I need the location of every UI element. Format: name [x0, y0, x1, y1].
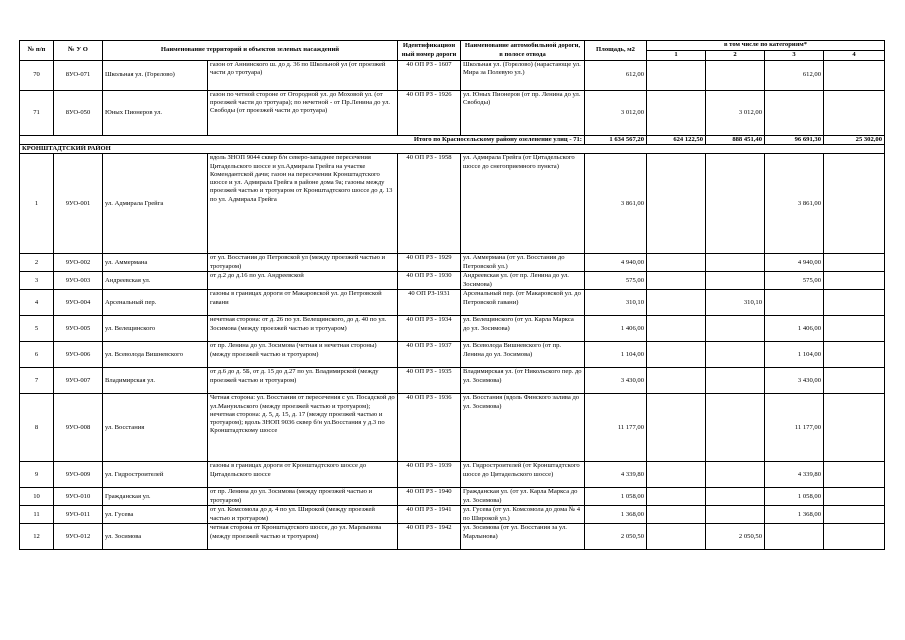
- row-description: от д.2 до д.16 по ул. Андреевской: [208, 272, 398, 290]
- row-road-id: 40 ОП РЗ - 1937: [398, 342, 461, 368]
- row-uo-code: 9УО-004: [54, 290, 103, 316]
- header-cat-4: 4: [824, 51, 885, 61]
- row-road-id: 40 ОП РЗ - 1935: [398, 368, 461, 394]
- row-number: 4: [20, 290, 54, 316]
- row-number: 6: [20, 342, 54, 368]
- row-number: 7: [20, 368, 54, 394]
- row-road-id: 40 ОП РЗ - 1941: [398, 506, 461, 524]
- row-cat-4: [824, 254, 885, 272]
- row-road-id: 40 ОП РЗ - 1926: [398, 91, 461, 136]
- table-row: [20, 488, 885, 506]
- row-number: 1: [20, 154, 54, 254]
- summary-cat-3: 96 691,30: [765, 136, 824, 145]
- row-cat-3: 11 177,00: [765, 394, 824, 462]
- table-row: [20, 272, 885, 290]
- row-description: газоны в границах дороги от Макаровской ул. до Петровской гавани: [208, 290, 398, 316]
- header-area: Площадь, м2: [585, 41, 647, 61]
- rows-main: [20, 154, 885, 550]
- row-cat-4: [824, 488, 885, 506]
- row-cat-1: [647, 524, 706, 550]
- header-name: Наименование территорий и объектов зеленых насаждений: [103, 41, 398, 61]
- row-uo-code: 9УО-003: [54, 272, 103, 290]
- row-uo-code: 8УО-050: [54, 91, 103, 136]
- row-cat-4: [824, 154, 885, 254]
- row-cat-4: [824, 524, 885, 550]
- row-cat-3: 1 368,00: [765, 506, 824, 524]
- row-road-name: ул. Гидростроителей (от Кронштадтского шоссе до Цитадельского шоссе): [461, 462, 585, 488]
- row-road-name: ул. Велещинского (от ул. Карла Маркса до ул. Зосимова): [461, 316, 585, 342]
- row-road-name: ул. Юных Пионеров (от пр. Ленина до ул. Свободы): [461, 91, 585, 136]
- row-area: 310,10: [585, 290, 647, 316]
- summary-cat-2: 888 451,40: [706, 136, 765, 145]
- row-description: нечетная сторона: от д. 26 по ул. Велещинского, до д. 40 по ул. Зосимова (между проезжей частью и тротуаром): [208, 316, 398, 342]
- row-cat-4: [824, 368, 885, 394]
- row-cat-2: 310,10: [706, 290, 765, 316]
- rows-top: [20, 61, 885, 136]
- row-road-name: ул. Аммермана (от ул. Восстания до Петровской ул.): [461, 254, 585, 272]
- table-row: [20, 368, 885, 394]
- row-description: от пр. Ленина до ул. Зосимова (между проезжей частью и тротуаром): [208, 488, 398, 506]
- row-object-name: Арсенальный пер.: [103, 290, 208, 316]
- row-number: 5: [20, 316, 54, 342]
- table-row: [20, 154, 885, 254]
- row-cat-2: [706, 506, 765, 524]
- row-description: от ул. Комсомола до д. 4 по ул. Широкой (между проезжей частью и тротуаром): [208, 506, 398, 524]
- row-uo-code: 9УО-007: [54, 368, 103, 394]
- row-cat-3: 4 940,00: [765, 254, 824, 272]
- table-row: [20, 254, 885, 272]
- row-road-id: 40 ОП РЗ - 1929: [398, 254, 461, 272]
- table-row: [20, 290, 885, 316]
- row-road-name: ул. Гусева (от ул. Комсомола до дома № 4 по Широкой ул.): [461, 506, 585, 524]
- header-ident: Идентификацион ный номер дороги: [398, 41, 461, 61]
- row-object-name: Школьная ул. (Горелово): [103, 61, 208, 91]
- row-road-name: ул. Восстания (вдоль Финского залива до ул. Зосимова): [461, 394, 585, 462]
- row-area: 1 104,00: [585, 342, 647, 368]
- row-cat-3: 612,00: [765, 61, 824, 91]
- row-number: 71: [20, 91, 54, 136]
- row-road-name: ул. Зосимова (от ул. Восстания за ул. Марлынова): [461, 524, 585, 550]
- row-cat-1: [647, 488, 706, 506]
- header-categories: в том числе по категориям*: [647, 41, 885, 51]
- row-cat-2: [706, 272, 765, 290]
- row-road-id: 40 ОП РЗ - 1939: [398, 462, 461, 488]
- row-cat-1: [647, 272, 706, 290]
- table-row: [20, 506, 885, 524]
- row-number: 9: [20, 462, 54, 488]
- table-header: [20, 41, 885, 61]
- row-uo-code: 9УО-010: [54, 488, 103, 506]
- summary-row: [20, 136, 885, 145]
- row-uo-code: 9УО-005: [54, 316, 103, 342]
- row-cat-3: [765, 290, 824, 316]
- row-area: 1 368,00: [585, 506, 647, 524]
- row-cat-2: [706, 154, 765, 254]
- row-uo-code: 9УО-001: [54, 154, 103, 254]
- row-cat-4: [824, 394, 885, 462]
- row-area: 4 339,80: [585, 462, 647, 488]
- row-cat-1: [647, 154, 706, 254]
- row-object-name: ул. Гидростроителей: [103, 462, 208, 488]
- row-number: 8: [20, 394, 54, 462]
- header-road: Наименование автомобильной дороги, в полосе отвода: [461, 41, 585, 61]
- row-cat-3: 3 861,00: [765, 154, 824, 254]
- row-object-name: ул. Гусева: [103, 506, 208, 524]
- row-road-id: 40 ОП РЗ - 1940: [398, 488, 461, 506]
- row-road-name: Гражданская ул. (от ул. Карла Маркса до ул. Зосимова): [461, 488, 585, 506]
- row-object-name: ул. Восстания: [103, 394, 208, 462]
- summary-cat-4: 25 302,00: [824, 136, 885, 145]
- row-description: от ул. Восстания до Петровской ул (между проезжей частью и тротуаром): [208, 254, 398, 272]
- row-cat-2: [706, 316, 765, 342]
- header-cat-2: 2: [706, 51, 765, 61]
- row-road-id: 40 ОП РЗ - 1942: [398, 524, 461, 550]
- row-area: 3 861,00: [585, 154, 647, 254]
- row-road-id: 40 ОП РЗ - 1958: [398, 154, 461, 254]
- row-description: газоны в границах дороги от Кронштадтского шоссе до Цитадельского шоссе: [208, 462, 398, 488]
- row-cat-4: [824, 272, 885, 290]
- row-cat-2: [706, 342, 765, 368]
- row-cat-1: [647, 342, 706, 368]
- row-area: 612,00: [585, 61, 647, 91]
- row-cat-2: [706, 368, 765, 394]
- row-number: 70: [20, 61, 54, 91]
- row-uo-code: 9УО-008: [54, 394, 103, 462]
- row-road-id: 40 ОП РЗ - 1936: [398, 394, 461, 462]
- row-cat-4: [824, 290, 885, 316]
- summary-cat-1: 624 122,50: [647, 136, 706, 145]
- row-area: 3 430,00: [585, 368, 647, 394]
- row-road-name: Владимирская ул. (от Никольского пер. до ул. Зосимова): [461, 368, 585, 394]
- row-cat-2: [706, 488, 765, 506]
- row-area: 1 058,00: [585, 488, 647, 506]
- row-cat-1: [647, 368, 706, 394]
- row-area: 4 940,00: [585, 254, 647, 272]
- row-object-name: Андреевская ул.: [103, 272, 208, 290]
- row-cat-3: 575,00: [765, 272, 824, 290]
- row-uo-code: 9УО-011: [54, 506, 103, 524]
- row-area: 11 177,00: [585, 394, 647, 462]
- row-cat-1: [647, 506, 706, 524]
- row-object-name: ул. Велещинского: [103, 316, 208, 342]
- district-row: [20, 145, 885, 154]
- header-uo: № У О: [54, 41, 103, 61]
- row-cat-1: [647, 316, 706, 342]
- row-road-id: 40 ОП РЗ - 1930: [398, 272, 461, 290]
- table-row: [20, 61, 885, 91]
- row-cat-4: [824, 91, 885, 136]
- row-area: 3 012,00: [585, 91, 647, 136]
- row-description: от д.6 до д. 5Б, от д. 15 до д.27 по ул. Владимирской (между проезжей частью и тротуаром): [208, 368, 398, 394]
- green-areas-table: [19, 40, 885, 550]
- row-cat-4: [824, 61, 885, 91]
- row-description: газон по четной стороне от Огородной ул. до Моховой ул. (от проезжей части до тротуара); по нечетной - от Пр.Ленина до ул. Свободы (от проезжей части до тротуара): [208, 91, 398, 136]
- row-cat-4: [824, 506, 885, 524]
- row-cat-2: 2 050,50: [706, 524, 765, 550]
- row-cat-1: [647, 254, 706, 272]
- row-area: 1 406,00: [585, 316, 647, 342]
- row-number: 10: [20, 488, 54, 506]
- row-uo-code: 9УО-012: [54, 524, 103, 550]
- row-object-name: Гражданская ул.: [103, 488, 208, 506]
- row-cat-3: [765, 524, 824, 550]
- table-row: [20, 394, 885, 462]
- row-cat-3: 1 406,00: [765, 316, 824, 342]
- row-cat-1: [647, 91, 706, 136]
- row-cat-4: [824, 462, 885, 488]
- row-cat-3: 4 339,80: [765, 462, 824, 488]
- row-cat-3: [765, 91, 824, 136]
- summary-area: 1 634 567,20: [585, 136, 647, 145]
- district-heading: КРОНШТАДТСКИЙ РАЙОН: [20, 145, 885, 154]
- row-description: от пр. Ленина до ул. Зосимова (четная и нечетная стороны) (между проезжей частью и тротуаром): [208, 342, 398, 368]
- row-road-id: 40 ОП РЗ-1931: [398, 290, 461, 316]
- row-description: четная сторона от Кронштадтского шоссе, до ул. Марлынова (между проезжей частью и тротуаром): [208, 524, 398, 550]
- row-object-name: ул. Адмирала Грейга: [103, 154, 208, 254]
- row-uo-code: 9УО-009: [54, 462, 103, 488]
- row-number: 11: [20, 506, 54, 524]
- row-cat-2: [706, 462, 765, 488]
- table-row: [20, 91, 885, 136]
- row-object-name: Юных Пионеров ул.: [103, 91, 208, 136]
- row-description: газон от Аннинского ш. до д. 36 по Школьной ул (от проезжей части до тротуара): [208, 61, 398, 91]
- row-area: 575,00: [585, 272, 647, 290]
- row-cat-3: 1 058,00: [765, 488, 824, 506]
- row-cat-3: 3 430,00: [765, 368, 824, 394]
- row-road-id: 40 ОП РЗ - 1607: [398, 61, 461, 91]
- row-cat-1: [647, 290, 706, 316]
- row-road-name: ул. Всеволода Вишневского (от пр. Ленина до ул. Зосимова): [461, 342, 585, 368]
- row-uo-code: 8УО-071: [54, 61, 103, 91]
- row-cat-2: [706, 254, 765, 272]
- row-object-name: ул. Аммермана: [103, 254, 208, 272]
- row-cat-1: [647, 462, 706, 488]
- row-cat-2: 3 012,00: [706, 91, 765, 136]
- row-description: Четная сторона: ул. Восстания от пересечения с ул. Посадской до ул.Мануильского (между проезжей частью и тротуаром); нечетная сторона: д. 5, д. 15, д. 17 (между проезжей частью и тротуаром); вдоль ЗНОП 9036 сквер б/н ул.Восстания у д.3 по Кронштадтскому шоссе: [208, 394, 398, 462]
- table-row: [20, 524, 885, 550]
- row-area: 2 050,50: [585, 524, 647, 550]
- row-cat-1: [647, 61, 706, 91]
- row-object-name: ул. Зосимова: [103, 524, 208, 550]
- row-road-id: 40 ОП РЗ - 1934: [398, 316, 461, 342]
- row-road-name: ул. Адмирала Грейга (от Цитадельского шоссе до снегоприемного пункта): [461, 154, 585, 254]
- row-uo-code: 9УО-006: [54, 342, 103, 368]
- summary-label: Итого по Красносельскому району озеленение улиц - 71:: [20, 136, 585, 145]
- row-road-name: Андреевская ул. (от пр. Ленина до ул. Зосимова): [461, 272, 585, 290]
- table-row: [20, 316, 885, 342]
- row-description: вдоль ЗНОП 9044 сквер б/н северо-западнее пересечения Цитадельского шоссе и ул.Адмирала Грейга на участке Комендантской дачи; газон на пересечении Кронштадтского шоссе и ул. Адмирала Грейга в районе дома 9а; газоны между проезжей частью и тротуаром от Кронштадтского шоссе до д. 13 по ул. Адмирала Грейга: [208, 154, 398, 254]
- row-number: 2: [20, 254, 54, 272]
- header-no: № п/п: [20, 41, 54, 61]
- row-cat-4: [824, 316, 885, 342]
- row-cat-4: [824, 342, 885, 368]
- row-object-name: Владимирская ул.: [103, 368, 208, 394]
- row-cat-1: [647, 394, 706, 462]
- table-row: [20, 342, 885, 368]
- row-number: 3: [20, 272, 54, 290]
- row-cat-3: 1 104,00: [765, 342, 824, 368]
- table-row: [20, 462, 885, 488]
- header-cat-1: 1: [647, 51, 706, 61]
- row-cat-2: [706, 61, 765, 91]
- row-cat-2: [706, 394, 765, 462]
- document-sheet: [19, 40, 884, 550]
- row-road-name: Арсенальный пер. (от Макаровской ул. до Петровской гавани): [461, 290, 585, 316]
- summary-block: [20, 136, 885, 154]
- row-uo-code: 9УО-002: [54, 254, 103, 272]
- row-object-name: ул. Всеволода Вишневского: [103, 342, 208, 368]
- row-number: 12: [20, 524, 54, 550]
- header-cat-3: 3: [765, 51, 824, 61]
- row-road-name: Школьная ул. (Горелово) (нарастающе ул. Мира за Полевую ул.): [461, 61, 585, 91]
